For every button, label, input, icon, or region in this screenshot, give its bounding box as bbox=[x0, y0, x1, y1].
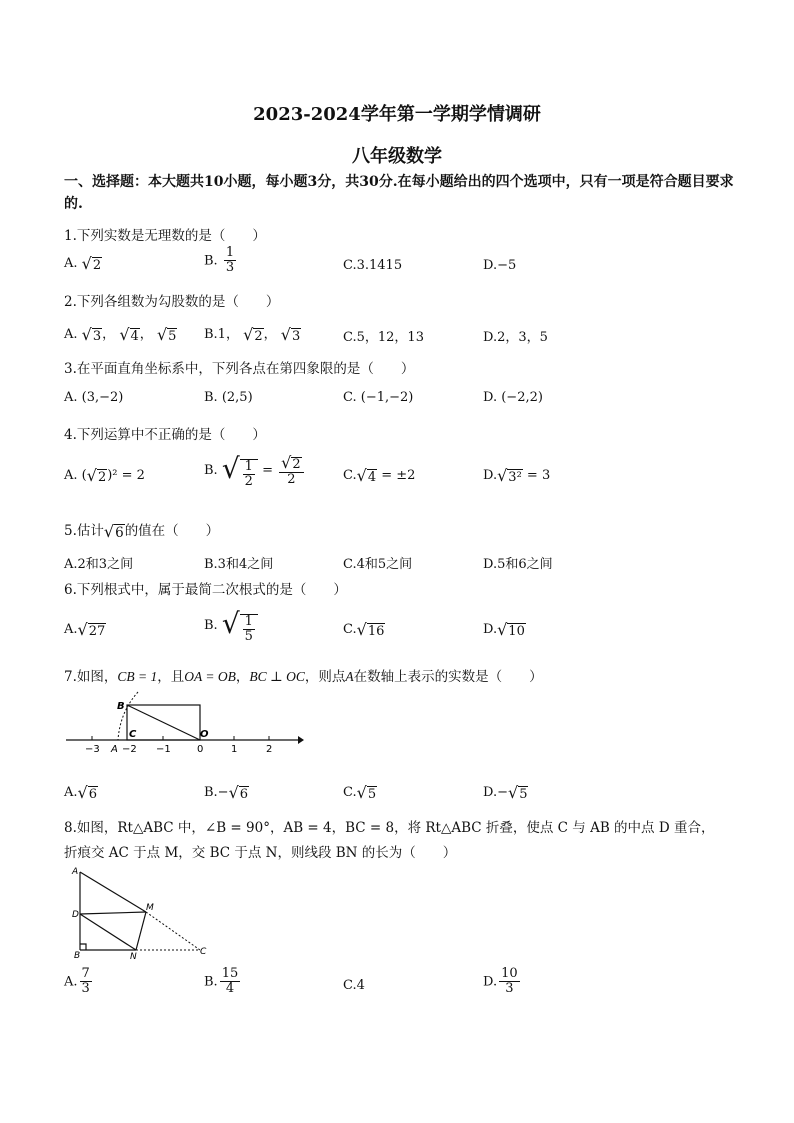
point-label-b: B bbox=[117, 701, 125, 712]
tick-label: 1 bbox=[231, 744, 238, 755]
segment-dn bbox=[80, 914, 136, 950]
option-letter: B. bbox=[204, 253, 218, 269]
q8-stem-line2: 折痕交 AC 于点 M，交 BC 于点 N，则线段 BN 的长为（ ） bbox=[64, 845, 457, 861]
axis-arrow-icon bbox=[298, 736, 304, 744]
q5-stem: 5.估计√6的值在（ ） bbox=[64, 522, 220, 541]
tick-label: −3 bbox=[85, 744, 100, 755]
point-label-n: N bbox=[130, 952, 137, 962]
q3-stem: 3.在平面直角坐标系中，下列各点在第四象限的是（ ） bbox=[64, 361, 415, 377]
q5-option-d: D.5和6之间 bbox=[483, 557, 553, 572]
q4-option-d: D.√3² = 3 bbox=[483, 466, 551, 485]
point-label-b: B bbox=[74, 951, 81, 961]
q2-option-b: B.1， √2， √3 bbox=[204, 325, 301, 344]
q1-option-c: C.3.1415 bbox=[343, 258, 403, 273]
q8-option-d: D. $\frac{10}{3}$ bbox=[483, 966, 518, 997]
q3-option-d: D. (−2,2) bbox=[483, 390, 543, 405]
point-label-a: A bbox=[111, 744, 118, 755]
q8-stem-line1: 8.如图，Rt△ABC 中，∠B = 90°，AB = 4，BC = 8，将 Rt△ABC 折叠，使点 C 与 AB 的中点 D 重合， bbox=[64, 820, 715, 836]
q5-option-a: A.2和3之间 bbox=[64, 557, 134, 572]
q2-option-d: D.2，3，5 bbox=[483, 330, 548, 345]
q7-number-line-figure bbox=[64, 690, 304, 756]
point-label-c: C bbox=[129, 729, 137, 740]
q2-option-c: C.5，12，13 bbox=[343, 330, 424, 345]
segment-ob bbox=[127, 705, 200, 740]
q1-option-b bbox=[204, 246, 238, 276]
q7-option-b: B.−√6 bbox=[204, 783, 249, 802]
q4-option-b: B. √ $\frac{1}{2}$ = $\frac{√2}{2}$ bbox=[204, 452, 306, 489]
page-title: 2023-2024学年第一学期学情调研 bbox=[253, 104, 541, 125]
q4-option-c: C.√4 = ±2 bbox=[343, 466, 416, 485]
q3-option-c: C. (−1,−2) bbox=[343, 390, 414, 405]
point-label-m: M bbox=[146, 903, 154, 913]
q4-option-a: A. (√2)² = 2 bbox=[64, 466, 145, 485]
side-am bbox=[80, 872, 146, 912]
q7-stem: 7.如图，CB = 1，且OA = OB，BC ⊥ OC，则点A在数轴上表示的实数是（ ） bbox=[64, 669, 543, 685]
q8-triangle-figure bbox=[64, 862, 224, 966]
q6-stem: 6.下列根式中，属于最简二次根式的是（ ） bbox=[64, 582, 347, 598]
q8-option-b: B. $\frac{15}{4}$ bbox=[204, 966, 239, 997]
q2-option-a: A. √3， √4， √5 bbox=[64, 325, 177, 344]
q1-stem: 1.下列实数是无理数的是（ ） bbox=[64, 228, 266, 244]
right-angle-mark bbox=[80, 944, 86, 950]
sqrt: √2 bbox=[81, 254, 102, 273]
q8-option-c: C.4 bbox=[343, 978, 365, 993]
q6-option-b: B. √ $\frac{1}{5}$ bbox=[204, 607, 258, 644]
segment-dm bbox=[80, 912, 146, 914]
section-heading: 一、选择题：本大题共10小题，每小题3分，共30分.在每小题给出的四个选项中，只有一项是符合题目要求的. bbox=[64, 174, 734, 212]
q5-option-b: B.3和4之间 bbox=[204, 557, 274, 572]
segment-mn bbox=[136, 912, 146, 950]
dashed-mc bbox=[146, 912, 200, 950]
option-letter: A. bbox=[64, 256, 78, 271]
q7-option-c: C.√5 bbox=[343, 783, 377, 802]
tick-label: 0 bbox=[197, 744, 204, 755]
page-subtitle: 八年级数学 bbox=[352, 146, 442, 167]
fraction: $\frac{1}{3}$ bbox=[225, 245, 235, 276]
q1-option-a bbox=[64, 254, 102, 273]
tick-label: −1 bbox=[156, 744, 171, 755]
point-label-d: D bbox=[72, 910, 79, 920]
point-label-c: C bbox=[200, 947, 207, 957]
q2-stem: 2.下列各组数为勾股数的是（ ） bbox=[64, 294, 280, 310]
point-label-o: O bbox=[200, 729, 209, 740]
point-label-a: A bbox=[72, 867, 79, 877]
q3-option-a: A. (3,−2) bbox=[64, 390, 124, 405]
q6-option-a: A.√27 bbox=[64, 620, 106, 639]
q3-option-b: B. (2,5) bbox=[204, 390, 253, 405]
q7-option-a: A.√6 bbox=[64, 783, 98, 802]
q4-stem: 4.下列运算中不正确的是（ ） bbox=[64, 427, 266, 443]
tick-label: −2 bbox=[122, 744, 137, 755]
q7-option-d: D.−√5 bbox=[483, 783, 528, 802]
tick-label: 2 bbox=[266, 744, 273, 755]
q6-option-c: C.√16 bbox=[343, 620, 385, 639]
q5-option-c: C.4和5之间 bbox=[343, 557, 413, 572]
q8-option-a: A. $\frac{7}{3}$ bbox=[64, 966, 90, 997]
q6-option-d: D.√10 bbox=[483, 620, 525, 639]
q1-option-d: D.−5 bbox=[483, 258, 517, 273]
